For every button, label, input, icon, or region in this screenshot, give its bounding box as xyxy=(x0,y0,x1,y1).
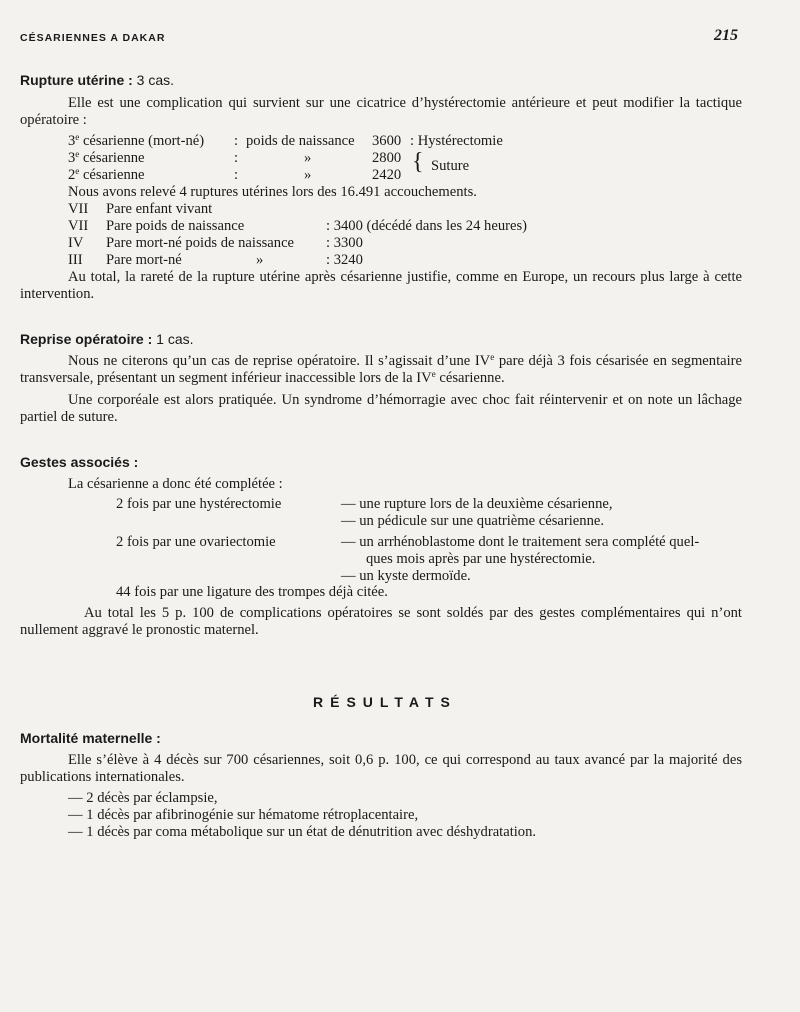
cases-weight: 3600 2800 2420 xyxy=(372,133,402,183)
ruptures-valeur: : 3400 (décédé dans les 24 heures) : 3300 : 3240 xyxy=(326,218,527,268)
case-row: 3e césarienne (mort-né) xyxy=(68,132,205,149)
cases-list xyxy=(68,133,204,184)
reprise-paragraph-1: Nous ne citerons qu’un cas de reprise opératoire. Il s’agissait d’une IVe pare déjà 3 fois césarisée en segmentaire transversale, présentant un segment inférieur inaccessible lors de la IVe césarienne. xyxy=(20,352,742,387)
cases-desc: poids de naissance xyxy=(246,133,355,149)
list-item: — 1 décès par afibrinogénie sur hématome rétroplacentaire, xyxy=(68,807,419,823)
section-heading-gestes: Gestes associés : xyxy=(20,454,139,470)
rupture-releve: Nous avons relevé 4 ruptures utérines lors des 16.491 accouchements. xyxy=(68,184,477,200)
cases-result: : Hystérectomie xyxy=(410,133,503,149)
deces-list xyxy=(68,790,536,841)
running-title: CÉSARIENNES A DAKAR xyxy=(20,32,166,44)
gestes-ovariectomie: 2 fois par une ovariectomie xyxy=(116,534,276,550)
ovariectomie-items: — un arrhénoblastome dont le traitement sera complété quel- ques mois après par une hystérectomie. — un kyste dermoïde. xyxy=(341,534,700,584)
section-heading-mortalite: Mortalité maternelle : xyxy=(20,730,161,746)
resultats-title: RÉSULTATS xyxy=(313,694,457,710)
ditto-mark: » xyxy=(256,252,264,268)
ruptures-parite: VII VII IV III xyxy=(68,201,89,268)
list-item: — 1 décès par coma métabolique sur un état de dénutrition avec déshydratation. xyxy=(68,824,537,840)
page-number: 215 xyxy=(714,27,738,44)
gestes-hysterectomie: 2 fois par une hystérectomie xyxy=(116,496,282,512)
case-row: 2e césarienne xyxy=(68,166,145,183)
mortalite-paragraph: Elle s’élève à 4 décès sur 700 césariennes, soit 0,6 p. 100, ce qui correspond au taux avancé par la majorité des publications internationales. xyxy=(20,752,742,786)
brace-icon: { xyxy=(412,149,424,175)
gestes-intro: La césarienne a donc été complétée : xyxy=(68,476,283,492)
case-row: 3e césarienne xyxy=(68,149,145,166)
rupture-intro: Elle est une complication qui survient sur une cicatrice d’hystérectomie antérieure et peut modifier la tactique opératoire : xyxy=(20,95,742,129)
section-heading-reprise: Reprise opératoire : 1 cas. xyxy=(20,331,194,347)
suture-label: Suture xyxy=(431,158,470,174)
gestes-ligature: 44 fois par une ligature des trompes déjà citée. xyxy=(116,584,388,600)
rupture-conclusion: Au total, la rareté de la rupture utérine après césarienne justifie, comme en Europe, un recours plus large à cette intervention. xyxy=(20,269,742,303)
cases-sep: : : : xyxy=(234,133,239,183)
gestes-conclusion: Au total les 5 p. 100 de complications opératoires se sont soldés par des gestes complémentaires qui n’ont nullement aggravé le pronostic maternel. xyxy=(20,605,742,639)
section-heading-rupture: Rupture utérine : 3 cas. xyxy=(20,72,175,88)
ruptures-texte: Pare enfant vivant Pare poids de naissance Pare mort-né poids de naissance Pare mort-né xyxy=(106,201,295,268)
reprise-paragraph-2: Une corporéale est alors pratiquée. Un syndrome d’hémorragie avec choc fait réintervenir et on note un lâchage partiel de suture. xyxy=(20,392,742,426)
cases-ditto: » » xyxy=(304,150,312,183)
list-item: — 2 décès par éclampsie, xyxy=(68,790,218,806)
hysterectomie-items: — une rupture lors de la deuxième césarienne, — un pédicule sur une quatrième césarienne. xyxy=(341,496,613,529)
